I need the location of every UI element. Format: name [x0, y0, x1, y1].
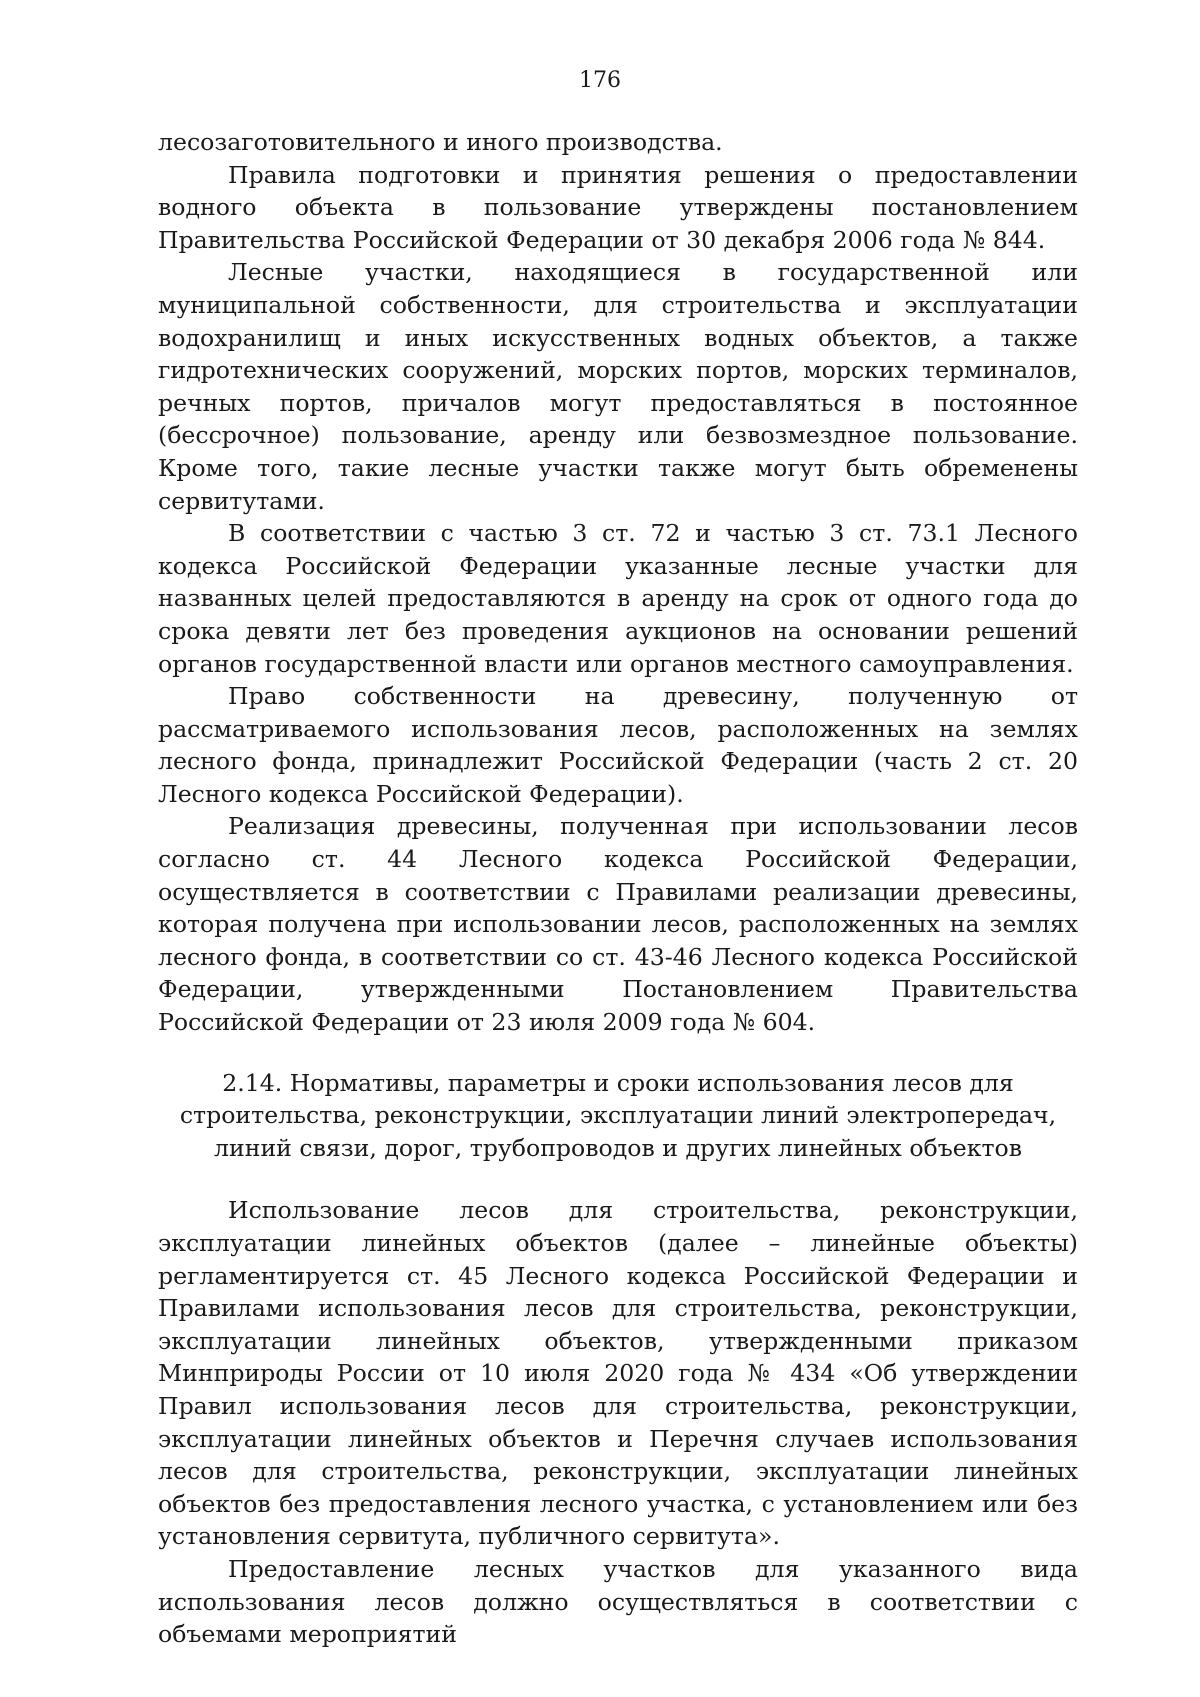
paragraph-continuation: лесозаготовительного и иного производства. — [158, 128, 723, 156]
paragraph: Лесные участки, находящиеся в государственной или муниципальной собственности, для строительства и эксплуатации водохранилищ и иных искусственных водных объектов, а также гидротехнических сооружений, морских портов, морских терминалов, речных портов, причалов могут предоставляться в постоянное (бессрочное) пользование, аренду или безвозмездное пользование. Кроме того, такие лесные участки также могут быть обременены сервитутами. — [158, 258, 1078, 515]
paragraph: Реализация древесины, полученная при использовании лесов согласно ст. 44 Лесного кодекса Российской Федерации, осуществляется в соответствии с Правилами реализации древесины, которая получена при использовании лесов, расположенных на землях лесного фонда, в соответствии со ст. 43-46 Лесного кодекса Российской Федерации, утвержденными Постановлением Правительства Российской Федерации от 23 июля 2009 года № 604. — [158, 812, 1078, 1037]
paragraph: Предоставление лесных участков для указанного вида использования лесов должно осуществляться в соответствии с объемами мероприятий — [158, 1554, 1078, 1649]
section-heading: 2.14. Нормативы, параметры и сроки использования лесов для строительства, реконструкции, эксплуатации линий электропередач, линий связи, дорог, трубопроводов и других линейных объектов — [179, 1068, 1057, 1162]
paragraph: В соответствии с частью 3 ст. 72 и частью 3 ст. 73.1 Лесного кодекса Российской Федерации указанные лесные участки для названных целей предоставляются в аренду на срок от одного года до срока девяти лет без проведения аукционов на основании решений органов государственной власти или органов местного самоуправления. — [158, 519, 1078, 678]
paragraph: Правила подготовки и принятия решения о предоставлении водного объекта в пользование утверждены постановлением Правительства Российской Федерации от 30 декабря 2006 года № 844. — [158, 160, 1078, 254]
paragraph: Использование лесов для строительства, реконструкции, эксплуатации линейных объектов (далее – линейные объекты) регламентируется ст. 45 Лесного кодекса Российской Федерации и Правилами использования лесов для строительства, реконструкции, эксплуатации линейных объектов, утвержденными приказом Минприроды России от 10 июля 2020 года № 434 «Об утверждении Правил использования лесов для строительства, реконструкции, эксплуатации линейных объектов и Перечня случаев использования лесов для строительства, реконструкции, эксплуатации линейных объектов без предоставления лесного участка, с установлением или без установления сервитута, публичного сервитута». — [158, 1196, 1078, 1551]
page-number: 176 — [579, 68, 621, 93]
paragraph: Право собственности на древесину, полученную от рассматриваемого использования лесов, расположенных на землях лесного фонда, принадлежит Российской Федерации (часть 2 ст. 20 Лесного кодекса Российской Федерации). — [158, 682, 1078, 808]
document-body — [158, 126, 1078, 1651]
